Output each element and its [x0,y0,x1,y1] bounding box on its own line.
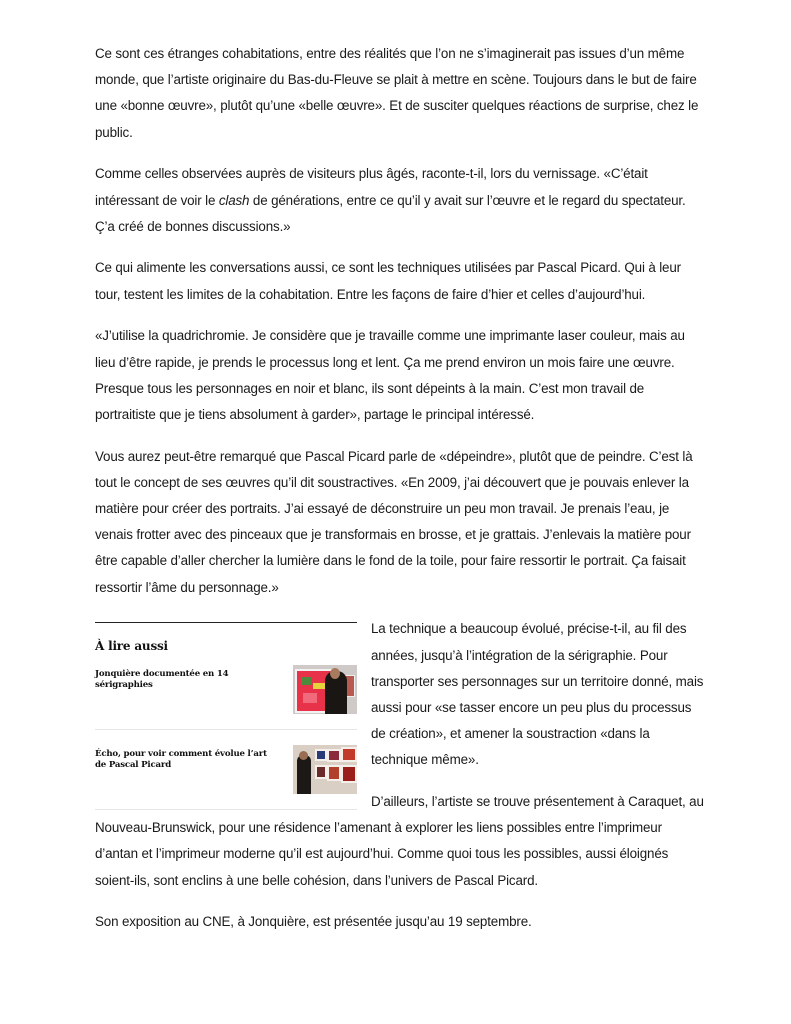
paragraph: D’ailleurs, l’artiste se trouve présentement à Caraquet, au Nouveau-Brunswick, pour une résidence l’amenant à explorer les liens possibles entre l’imprimeur d’antan et l’imprimeur moderne qu’il est aujourd’hui. Comme quoi tous les possibles, aussi éloignés soient-ils, sont enclins à une belle cohésion, dans l’univers de Pascal Picard. [95,794,704,888]
related-item[interactable] [95,665,357,730]
related-item-link[interactable]: Écho, pour voir comment évolue l’art de Pascal Picard [95,749,267,771]
paragraph: Son exposition au CNE, à Jonquière, est présentée jusqu’au 19 septembre. [95,914,532,930]
paragraph: Vous aurez peut-être remarqué que Pascal Picard parle de «dépeindre», plutôt que de peindre. C’est là tout le concept de ses œuvres qu’il dit soustractives. «En 2009, j’ai découvert que je pouvais enlever la matière pour créer des portraits. J’ai essayé de déconstruire un peu mon travail. Je prenais l’eau, je venais frotter avec des pinceaux que je transformais en brosse, et je grattais. J’enlevais la matière pour être capable d’aller chercher la lumière dans le fond de la toile, pour faire ressortir le portrait. Ça faisait ressortir l’âme du personnage.» [95,448,693,595]
related-item[interactable] [95,745,357,810]
artwork-shape [341,747,357,762]
emphasis-text: clash [218,192,250,208]
artwork-shape [315,765,327,779]
related-thumbnail[interactable] [293,745,357,794]
person-shape [297,755,311,794]
paragraph: Ce qui alimente les conversations aussi, ce sont les techniques utilisées par Pascal Picard. Qui à leur tour, testent les limites de la cohabitation. Entre les façons de faire d’hier et celles d’aujourd’hui. [95,260,681,302]
related-articles [95,622,357,810]
artwork-shape [303,693,317,703]
related-item-link[interactable]: Jonquière documentée en 14 sérigraphies [95,669,229,691]
artwork-shape [327,749,341,762]
paragraph: Ce sont ces étranges cohabitations, entre des réalités que l’on ne s’imaginerait pas issues d’un même monde, que l’artiste originaire du Bas-du-Fleuve se plait à mettre en scène. Toujours dans le but de faire une «bonne œuvre», plutôt qu’une «belle œuvre». Et de susciter quelques réactions de surprise, chez le public. [95,46,699,140]
artwork-shape [315,749,327,761]
artwork-shape [313,683,325,689]
paragraph: «J’utilise la quadrichromie. Je considère que je travaille comme une imprimante laser couleur, mais au lieu d’être rapide, je prends le processus long et lent. Ça me prend environ un mois faire une œuvre. Presque tous les personnages en noir et blanc, ils sont dépeints à la main. C’est mon travail de portraitiste que je tiens absolument à garder», partage le principal intéressé. [95,328,685,422]
divider [95,622,357,623]
paragraph: La technique a beaucoup évolué, précise-t-il, au fil des années, jusqu’à l’intégration de la sérigraphie. Pour transporter ses personnages sur un territoire donné, mais aussi pour «se tasser encore un peu plus du processus de création», et amener la soustraction «dans la technique même». [371,621,704,768]
paragraph [95,161,705,240]
artwork-shape [301,677,311,685]
paragraph-text: de générations, entre ce qu’il y avait sur l’œuvre et le regard du spectateur. Ç’a créé de bonnes discussions.» [95,192,686,234]
article-body [95,41,705,951]
artwork-shape [341,765,357,783]
artwork-shape [327,765,341,781]
related-thumbnail[interactable] [293,665,357,714]
wrapped-section [95,616,705,935]
paragraph-text: Comme celles observées auprès de visiteurs plus âgés, raconte-t-il, lors du vernissage. «C’était intéressant de voir le [95,166,648,208]
related-heading: À lire aussi [95,639,168,654]
